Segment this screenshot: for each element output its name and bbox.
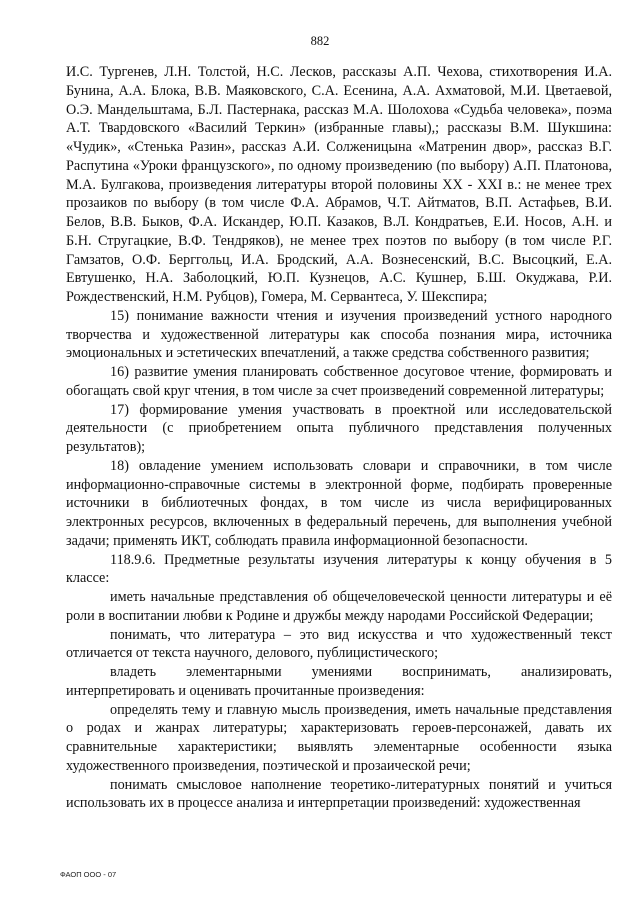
paragraph-result-2: понимать, что литература – это вид искусства и что художественный текст отличается от текста научного, делового, публицистического; [66,626,612,662]
footer-document-code: ФАОП ООО - 07 [60,870,117,879]
paragraph-result-1: иметь начальные представления об общечеловеческой ценности литературы и её роли в воспитании любви к Родине и дружбы между народами Российской Федерации; [66,589,612,624]
paragraph-section-118-9-6: 118.9.6. Предметные результаты изучения литературы к концу обучения в 5 классе: [66,551,612,587]
paragraph-item-17: 17) формирование умения участвовать в проектной или исследовательской деятельности (с приобретением опыта публичного представления полученных результатов); [66,401,612,455]
paragraph-result-5: понимать смысловое наполнение теоретико-литературных понятий и учиться использовать их в процессе анализа и интерпретации произведений: художественная [66,776,612,812]
paragraph-item-16: 16) развитие умения планировать собственное досуговое чтение, формировать и обогащать свой круг чтения, в том числе за счет произведений современной литературы; [66,364,612,399]
page-number: 882 [310,34,330,48]
paragraph-item-15: 15) понимание важности чтения и изучения произведений устного народного творчества и художественной литературы как способа познания мира, источника эмоциональных и эстетических впечатлений, а также средства собственного развития; [66,307,612,362]
document-body [66,63,612,813]
paragraph-result-3: владеть элементарными умениями воспринимать, анализировать, интерпретировать и оценивать прочитанные произведения: [66,664,612,699]
paragraph-result-4: определять тему и главную мысль произведения, иметь начальные представления о родах и жанрах литературы; характеризовать героев-персонажей, давать их сравнительные характеристики; выявлять элементарные особенности языка художественного произведения, поэтической и прозаической речи; [66,701,612,774]
paragraph-authors-list: И.С. Тургенев, Л.Н. Толстой, Н.С. Лесков, рассказы А.П. Чехова, стихотворения И.А. Бунина, А.А. Блока, В.В. Маяковского, С.А. Есенина, А.А. Ахматовой, М.И. Цветаевой, О.Э. Мандельштама, Б.Л. Пастернака, рассказ М.А. Шолохова «Судьба человека», поэма А.Т. Твардовского «Василий Теркин» (избранные главы),; рассказы В.М. Шукшина: «Чудик», «Стенька Разин», рассказ А.И. Солженицына «Матренин двор», рассказ В.Г. Распутина «Уроки французского», по одному произведению (по выбору) А.П. Платонова, М.А. Булгакова, произведения литературы второй половины XX - XXI в.: не менее трех прозаиков по выбору (в том числе Ф.А. Абрамов, Ч.Т. Айтматов, В.П. Астафьев, В.И. Белов, В.В. Быков, Ф.А. Искандер, Ю.П. Казаков, В.Л. Кондратьев, Е.И. Носов, А.Н. и Б.Н. Стругацкие, В.Ф. Тендряков), не менее трех поэтов по выбору (в том числе Р.Г. Гамзатов, О.Ф. Берггольц, И.А. Бродский, А.А. Вознесенский, В.С. Высоцкий, Е.А. Евтушенко, Н.А. Заболоцкий, Ю.П. Кузнецов, А.С. Кушнер, Б.Ш. Окуджава, Р.И. Рождественский, Н.М. Рубцов), Гомера, М. Сервантеса, У. Шекспира; [66,64,612,305]
paragraph-item-18: 18) овладение умением использовать словари и справочники, в том числе информационно-справочные системы в электронной форме, подбирать проверенные источники в библиотечных фондах, в том числе из числа верифицированных электронных ресурсов, включенных в федеральный перечень, для выполнения учебной задачи; применять ИКТ, соблюдать правила информационной безопасности. [66,457,612,549]
